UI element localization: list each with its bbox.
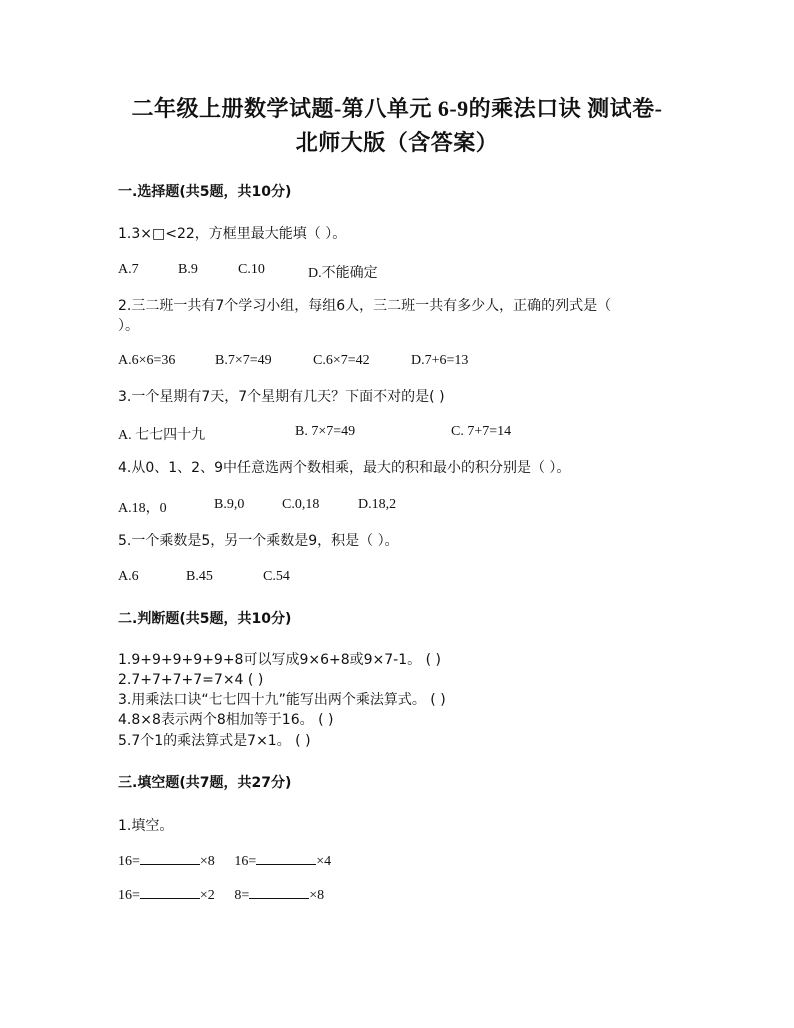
question-2-stem-line-1: 2.三二班一共有7个学习小组，每组6人，三二班一共有多少人，正确的列式是（ — [118, 298, 612, 314]
page-title-line-2: 北师大版（含答案） — [295, 130, 499, 155]
option-c: C. 7+7=14 — [451, 424, 512, 439]
answer-blank[interactable] — [140, 851, 200, 865]
option-b: B.45 — [186, 569, 213, 584]
option-a: A. 七七四十九 — [118, 428, 206, 443]
option-a: A.7 — [118, 262, 139, 277]
fill-3-left: 16= — [118, 888, 140, 903]
option-c: C.54 — [263, 569, 290, 584]
question-2-stem-line-2: ）。 — [118, 318, 139, 334]
judgement-item-2: 2.7+7+7+7=7×4 ( ) — [118, 672, 264, 688]
judgement-item-5: 5.7个1的乘法算式是7×1。 ( ) — [118, 733, 311, 749]
fill-4-right: ×8 — [309, 888, 325, 903]
option-c: C.0,18 — [282, 497, 320, 512]
option-d: D.不能确定 — [308, 266, 378, 281]
answer-blank[interactable] — [249, 885, 309, 899]
fill-1-left: 16= — [118, 854, 140, 869]
fill-2-left: 16= — [234, 854, 257, 869]
option-d: D.7+6=13 — [411, 353, 469, 368]
fill-1-right: ×8 — [199, 854, 215, 869]
option-a: A.6 — [118, 569, 139, 584]
judgement-item-4: 4.8×8表示两个8相加等于16。 ( ) — [118, 712, 334, 728]
section-heading-judgement: 二.判断题(共5题，共10分) — [118, 611, 292, 627]
fill-row-1 — [118, 851, 331, 870]
question-1-stem: 1.3×□<22，方框里最大能填（ ）。 — [118, 226, 347, 242]
option-b: B.9,0 — [214, 497, 245, 512]
option-a: A.18，0 — [118, 501, 167, 516]
question-3-stem: 3.一个星期有7天，7个星期有几天？下面不对的是( ) — [118, 389, 445, 405]
section-heading-choice: 一.选择题(共5题，共10分) — [118, 184, 292, 200]
judgement-item-1: 1.9+9+9+9+9+8可以写成9×6+8或9×7-1。 ( ) — [118, 652, 441, 668]
question-4-stem: 4.从0、1、2、9中任意选两个数相乘，最大的积和最小的积分别是（ ）。 — [118, 460, 571, 476]
answer-blank[interactable] — [256, 851, 316, 865]
fill-row-2 — [118, 885, 324, 904]
section-heading-fill-blank: 三.填空题(共7题，共27分) — [118, 775, 292, 791]
judgement-item-3: 3.用乘法口诀“七七四十九”能写出两个乘法算式。 ( ) — [118, 692, 446, 708]
fill-4-left: 8= — [234, 888, 250, 903]
fill-3-right: ×2 — [199, 888, 215, 903]
option-c: C.6×7=42 — [313, 353, 370, 368]
question-5-stem: 5.一个乘数是5，另一个乘数是9，积是（ ）。 — [118, 533, 399, 549]
fill-2-right: ×4 — [316, 854, 332, 869]
option-b: B.9 — [178, 262, 198, 277]
option-b: B. 7×7=49 — [295, 424, 356, 439]
answer-blank[interactable] — [140, 885, 200, 899]
option-b: B.7×7=49 — [215, 353, 272, 368]
fill-question-1-label: 1.填空。 — [118, 818, 174, 834]
option-c: C.10 — [238, 262, 265, 277]
option-d: D.18,2 — [358, 497, 397, 512]
option-a: A.6×6=36 — [118, 353, 176, 368]
page-title-line-1: 二年级上册数学试题-第八单元 6-9的乘法口诀 测试卷- — [131, 96, 663, 121]
